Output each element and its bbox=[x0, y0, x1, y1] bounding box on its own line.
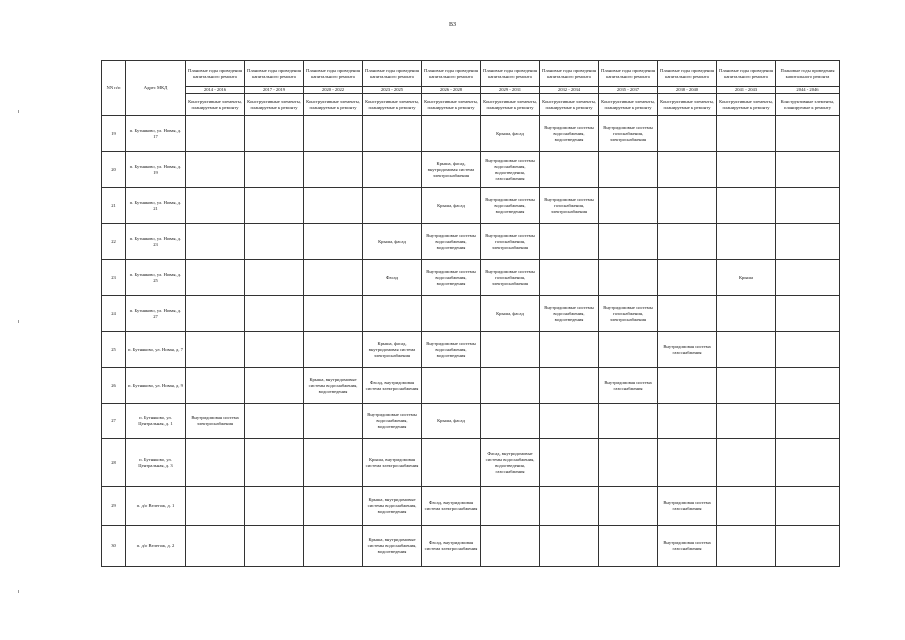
repair-elements-cell: Внутридомовые системы газоснабжения, электроснабжения bbox=[540, 188, 599, 224]
repair-elements-cell bbox=[304, 188, 363, 224]
repair-elements-cell bbox=[186, 152, 245, 188]
repair-elements-cell: Крыша, фасад bbox=[422, 404, 481, 439]
repair-elements-cell bbox=[304, 439, 363, 487]
repair-elements-cell bbox=[186, 332, 245, 368]
row-number: 28 bbox=[102, 439, 126, 487]
repair-elements-cell bbox=[540, 487, 599, 526]
repair-elements-cell: Внутридомовые системы водоснабжения, водоотведения bbox=[481, 188, 540, 224]
header-elements-label: Конструктивные элементы, планируемые к ремонту bbox=[658, 94, 717, 116]
repair-elements-cell bbox=[717, 439, 776, 487]
header-years-label: Плановые годы проведения капитального ремонта bbox=[717, 61, 776, 87]
repair-elements-cell bbox=[776, 439, 840, 487]
repair-elements-cell bbox=[186, 116, 245, 152]
table-row bbox=[102, 152, 840, 188]
repair-elements-cell bbox=[540, 332, 599, 368]
repair-elements-cell bbox=[245, 296, 304, 332]
repair-elements-cell: Фасад, внутридомовая система электроснабжения bbox=[363, 368, 422, 404]
repair-elements-cell: Внутридомовые системы газоснабжения, электроснабжения bbox=[599, 116, 658, 152]
header-elements-label: Конструктивные элементы, планируемые к ремонту bbox=[186, 94, 245, 116]
repair-elements-cell bbox=[422, 439, 481, 487]
repair-elements-cell bbox=[717, 188, 776, 224]
repair-elements-cell: Внутридомовые системы водоснабжения, водоотведения bbox=[422, 224, 481, 260]
table-row bbox=[102, 296, 840, 332]
repair-elements-cell: Внутридомовая система электроснабжения bbox=[186, 404, 245, 439]
repair-elements-cell bbox=[245, 368, 304, 404]
margin-mark bbox=[18, 320, 19, 323]
header-years-label: Плановые годы проведения капитального ремонта bbox=[599, 61, 658, 87]
header-years-label: Плановые годы проведения капитального ремонта bbox=[481, 61, 540, 87]
table-row bbox=[102, 487, 840, 526]
repair-elements-cell: Крыша, внутридомовая система электроснабжения bbox=[363, 439, 422, 487]
row-number: 21 bbox=[102, 188, 126, 224]
table-row bbox=[102, 439, 840, 487]
repair-elements-cell bbox=[599, 152, 658, 188]
table-row bbox=[102, 332, 840, 368]
repair-elements-cell: Внутридомовая система газоснабжения bbox=[599, 368, 658, 404]
header-years-label: Плановые годы проведения капитального ремонта bbox=[186, 61, 245, 87]
repair-elements-cell: Фасад, внутридомовая система электроснабжения bbox=[422, 487, 481, 526]
repair-elements-cell bbox=[658, 224, 717, 260]
margin-mark bbox=[18, 110, 19, 113]
repair-elements-cell bbox=[481, 332, 540, 368]
row-address: п. д/о Велегож, д. 2 bbox=[126, 526, 186, 567]
margin-mark bbox=[18, 590, 19, 593]
repair-elements-cell bbox=[658, 368, 717, 404]
repair-elements-cell bbox=[540, 224, 599, 260]
header-period: 2038 - 2040 bbox=[658, 87, 717, 94]
repair-elements-cell bbox=[186, 188, 245, 224]
repair-elements-cell bbox=[599, 332, 658, 368]
repair-elements-cell: Внутридомовая система газоснабжения bbox=[658, 526, 717, 567]
table-row bbox=[102, 368, 840, 404]
repair-elements-cell bbox=[658, 404, 717, 439]
repair-elements-cell: Внутридомовые системы водоснабжения, водоотведения bbox=[540, 116, 599, 152]
repair-elements-cell bbox=[363, 152, 422, 188]
row-address: п. Бутняково, ул. Новая, д. 17 bbox=[126, 116, 186, 152]
repair-elements-cell bbox=[481, 368, 540, 404]
header-period: 2029 - 2031 bbox=[481, 87, 540, 94]
header-years-label: Плановые годы проведения капитального ремонта bbox=[304, 61, 363, 87]
repair-elements-cell bbox=[717, 368, 776, 404]
repair-elements-cell bbox=[304, 526, 363, 567]
row-address: п. Бутняково, ул. Новая, д. 9 bbox=[126, 368, 186, 404]
repair-elements-cell bbox=[599, 404, 658, 439]
row-address: п. Бутняково, ул. Новая, д. 27 bbox=[126, 296, 186, 332]
repair-elements-cell: Внутридомовые системы водоснабжения, водоотведения bbox=[422, 260, 481, 296]
repair-elements-cell bbox=[481, 404, 540, 439]
repair-elements-cell bbox=[363, 116, 422, 152]
header-elements-label: Конструктивные элементы, планируемые к ремонту bbox=[422, 94, 481, 116]
header-period: 2032 - 2034 bbox=[540, 87, 599, 94]
header-period: 2020 - 2022 bbox=[304, 87, 363, 94]
repair-elements-cell bbox=[717, 487, 776, 526]
table-wrapper bbox=[101, 60, 840, 567]
capital-repair-table bbox=[101, 60, 840, 567]
repair-elements-cell bbox=[304, 116, 363, 152]
header-period: 2041 - 2043 bbox=[717, 87, 776, 94]
repair-elements-cell bbox=[599, 526, 658, 567]
repair-elements-cell bbox=[776, 152, 840, 188]
repair-elements-cell bbox=[540, 152, 599, 188]
repair-elements-cell: Крыша, фасад, внутридомовая система электроснабжения bbox=[363, 332, 422, 368]
repair-elements-cell bbox=[245, 332, 304, 368]
repair-elements-cell bbox=[599, 224, 658, 260]
row-number: 30 bbox=[102, 526, 126, 567]
repair-elements-cell bbox=[540, 368, 599, 404]
header-elements-label: Конструктивные элементы, планируемые к ремонту bbox=[363, 94, 422, 116]
repair-elements-cell bbox=[186, 439, 245, 487]
repair-elements-cell bbox=[304, 332, 363, 368]
row-number: 27 bbox=[102, 404, 126, 439]
repair-elements-cell: Крыша, внутридомовые системы водоснабжения, водоотведения bbox=[363, 526, 422, 567]
table-row bbox=[102, 404, 840, 439]
repair-elements-cell: Фасад bbox=[363, 260, 422, 296]
repair-elements-cell bbox=[599, 439, 658, 487]
repair-elements-cell bbox=[599, 188, 658, 224]
table-body bbox=[102, 116, 840, 567]
repair-elements-cell: Крыша, фасад, внутридомовая система электроснабжения bbox=[422, 152, 481, 188]
header-period: 2026 - 2028 bbox=[422, 87, 481, 94]
repair-elements-cell: Внутридомовые системы водоснабжения, водоотведения bbox=[540, 296, 599, 332]
repair-elements-cell bbox=[304, 296, 363, 332]
repair-elements-cell bbox=[599, 260, 658, 296]
repair-elements-cell bbox=[304, 487, 363, 526]
repair-elements-cell bbox=[776, 260, 840, 296]
repair-elements-cell: Крыша, фасад bbox=[422, 188, 481, 224]
repair-elements-cell bbox=[776, 368, 840, 404]
row-address: п. Бутняково, ул. Новая, д. 7 bbox=[126, 332, 186, 368]
repair-elements-cell: Крыша, внутридомовые системы водоснабжения, водоотведения bbox=[304, 368, 363, 404]
row-number: 22 bbox=[102, 224, 126, 260]
row-number: 25 bbox=[102, 332, 126, 368]
repair-elements-cell bbox=[422, 116, 481, 152]
row-address: п. Бутняково, ул. Новая, д. 25 bbox=[126, 260, 186, 296]
repair-elements-cell bbox=[717, 404, 776, 439]
repair-elements-cell bbox=[245, 487, 304, 526]
repair-elements-cell: Крыша bbox=[717, 260, 776, 296]
table-header bbox=[102, 61, 840, 116]
row-address: п. Бутняково, ул. Центральная, д. 3 bbox=[126, 439, 186, 487]
row-number: 19 bbox=[102, 116, 126, 152]
repair-elements-cell: Внутридомовые системы водоснабжения, водоотведения bbox=[363, 404, 422, 439]
repair-elements-cell bbox=[658, 296, 717, 332]
repair-elements-cell: Фасад, внутридомовые системы водоснабжения, водоотведения, газоснабжения bbox=[481, 439, 540, 487]
repair-elements-cell bbox=[717, 116, 776, 152]
header-nn: NN п/п bbox=[102, 61, 126, 116]
repair-elements-cell: Крыша, фасад bbox=[363, 224, 422, 260]
repair-elements-cell bbox=[422, 368, 481, 404]
row-address: п. д/о Велегож, д. 1 bbox=[126, 487, 186, 526]
table-row bbox=[102, 224, 840, 260]
repair-elements-cell bbox=[776, 526, 840, 567]
row-number: 26 bbox=[102, 368, 126, 404]
repair-elements-cell bbox=[776, 332, 840, 368]
repair-elements-cell bbox=[658, 439, 717, 487]
repair-elements-cell bbox=[186, 368, 245, 404]
repair-elements-cell bbox=[186, 487, 245, 526]
header-elements-label: Конструктивные элементы, планируемые к ремонту bbox=[245, 94, 304, 116]
repair-elements-cell bbox=[245, 260, 304, 296]
repair-elements-cell bbox=[245, 439, 304, 487]
header-years-label: Плановые годы проведения капитального ремонта bbox=[245, 61, 304, 87]
repair-elements-cell bbox=[363, 296, 422, 332]
repair-elements-cell bbox=[717, 152, 776, 188]
header-elements-label: Конструктивные элементы, планируемые к ремонту bbox=[776, 94, 840, 116]
repair-elements-cell: Внутридомовые системы газоснабжения, электроснабжения bbox=[599, 296, 658, 332]
repair-elements-cell: Внутридомовая система газоснабжения bbox=[658, 332, 717, 368]
repair-elements-cell bbox=[658, 260, 717, 296]
header-period: 2044 - 2046 bbox=[776, 87, 840, 94]
repair-elements-cell bbox=[776, 224, 840, 260]
repair-elements-cell: Крыша, фасад bbox=[481, 296, 540, 332]
repair-elements-cell bbox=[304, 260, 363, 296]
repair-elements-cell bbox=[186, 224, 245, 260]
repair-elements-cell: Внутридомовые системы водоснабжения, водоотведения bbox=[422, 332, 481, 368]
header-elements-label: Конструктивные элементы, планируемые к ремонту bbox=[599, 94, 658, 116]
header-address: Адрес МКД bbox=[126, 61, 186, 116]
table-row bbox=[102, 188, 840, 224]
row-number: 24 bbox=[102, 296, 126, 332]
repair-elements-cell bbox=[245, 152, 304, 188]
repair-elements-cell bbox=[776, 296, 840, 332]
repair-elements-cell bbox=[422, 296, 481, 332]
header-years-label: Плановые годы проведения капитального ремонта bbox=[422, 61, 481, 87]
repair-elements-cell bbox=[540, 439, 599, 487]
row-number: 23 bbox=[102, 260, 126, 296]
header-years-label: Плановые годы проведения капитального ремонта bbox=[658, 61, 717, 87]
row-address: п. Бутняково, ул. Новая, д. 21 bbox=[126, 188, 186, 224]
repair-elements-cell bbox=[186, 296, 245, 332]
repair-elements-cell: Крыша, фасад bbox=[481, 116, 540, 152]
header-elements-label: Конструктивные элементы, планируемые к ремонту bbox=[481, 94, 540, 116]
header-period: 2014 - 2016 bbox=[186, 87, 245, 94]
header-years-label: Плановые годы проведения капитального ремонта bbox=[540, 61, 599, 87]
header-elements-label: Конструктивные элементы, планируемые к ремонту bbox=[540, 94, 599, 116]
repair-elements-cell bbox=[540, 404, 599, 439]
row-address: п. Бутняково, ул. Центральная, д. 1 bbox=[126, 404, 186, 439]
repair-elements-cell bbox=[776, 188, 840, 224]
repair-elements-cell bbox=[658, 152, 717, 188]
table-row bbox=[102, 116, 840, 152]
header-years-label: Плановые годы проведения капитального ремонта bbox=[776, 61, 840, 87]
table-row bbox=[102, 260, 840, 296]
repair-elements-cell bbox=[481, 487, 540, 526]
repair-elements-cell bbox=[599, 487, 658, 526]
header-elements-label: Конструктивные элементы, планируемые к ремонту bbox=[717, 94, 776, 116]
row-address: п. Бутняково, ул. Новая, д. 23 bbox=[126, 224, 186, 260]
repair-elements-cell bbox=[363, 188, 422, 224]
row-address: п. Бутняково, ул. Новая, д. 19 bbox=[126, 152, 186, 188]
repair-elements-cell: Внутридомовые системы газоснабжения, электроснабжения bbox=[481, 260, 540, 296]
repair-elements-cell bbox=[717, 296, 776, 332]
row-number: 20 bbox=[102, 152, 126, 188]
repair-elements-cell: Внутридомовые системы водоснабжения, водоотведения, газоснабжения bbox=[481, 152, 540, 188]
header-period: 2023 - 2025 bbox=[363, 87, 422, 94]
repair-elements-cell: Внутридомовая система газоснабжения bbox=[658, 487, 717, 526]
repair-elements-cell bbox=[717, 526, 776, 567]
repair-elements-cell: Фасад, внутридомовая система электроснабжения bbox=[422, 526, 481, 567]
repair-elements-cell bbox=[717, 332, 776, 368]
repair-elements-cell bbox=[776, 404, 840, 439]
repair-elements-cell bbox=[658, 116, 717, 152]
repair-elements-cell bbox=[776, 116, 840, 152]
repair-elements-cell bbox=[245, 224, 304, 260]
page-number: ВЗ bbox=[448, 22, 456, 28]
header-period: 2035 - 2037 bbox=[599, 87, 658, 94]
header-period: 2017 - 2019 bbox=[245, 87, 304, 94]
repair-elements-cell bbox=[245, 188, 304, 224]
repair-elements-cell bbox=[245, 526, 304, 567]
repair-elements-cell bbox=[186, 260, 245, 296]
header-elements-label: Конструктивные элементы, планируемые к ремонту bbox=[304, 94, 363, 116]
header-years-label: Плановые годы проведения капитального ремонта bbox=[363, 61, 422, 87]
repair-elements-cell bbox=[304, 152, 363, 188]
row-number: 29 bbox=[102, 487, 126, 526]
repair-elements-cell bbox=[245, 404, 304, 439]
repair-elements-cell bbox=[540, 526, 599, 567]
repair-elements-cell bbox=[245, 116, 304, 152]
repair-elements-cell bbox=[304, 224, 363, 260]
repair-elements-cell bbox=[776, 487, 840, 526]
repair-elements-cell: Крыша, внутридомовые системы водоснабжения, водоотведения bbox=[363, 487, 422, 526]
repair-elements-cell bbox=[481, 526, 540, 567]
repair-elements-cell bbox=[304, 404, 363, 439]
repair-elements-cell bbox=[717, 224, 776, 260]
table-row bbox=[102, 526, 840, 567]
repair-elements-cell: Внутридомовые системы газоснабжения, электроснабжения bbox=[481, 224, 540, 260]
repair-elements-cell bbox=[186, 526, 245, 567]
repair-elements-cell bbox=[658, 188, 717, 224]
repair-elements-cell bbox=[540, 260, 599, 296]
